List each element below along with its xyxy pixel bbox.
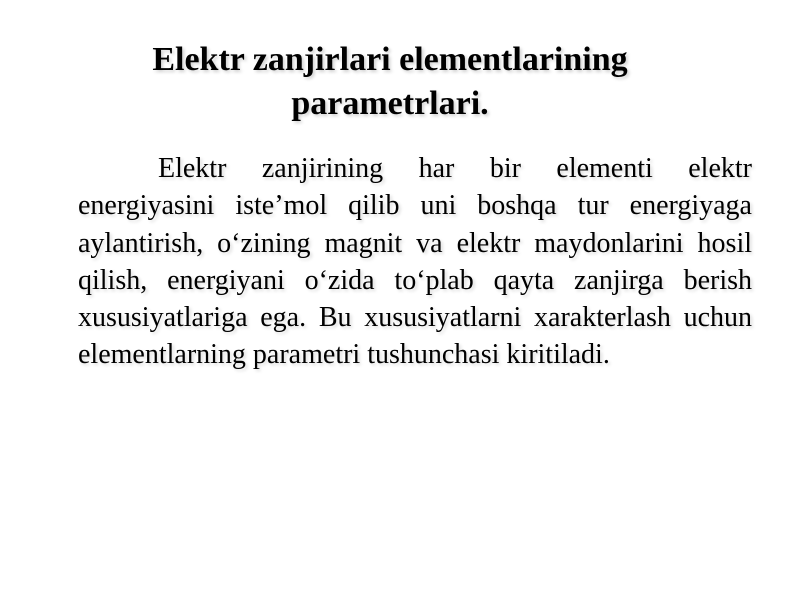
slide-body-paragraph: Elektr zanjirining har bir elementi elektr energiyasini iste’mol qilib uni boshqa tur energiyaga aylantirish, o‘zining magnit va elektr maydonlarini hosil qilish, energiyani o‘zida to‘plab qayta zanjirga berish xususiyatlariga ega. Bu xususiyatlarni xarakterlash uchun elementlarning parametri tushunchasi kiritiladi. [78, 153, 752, 371]
slide-title [60, 38, 720, 126]
slide-title-line-1: Elektr zanjirlari elementlarining [152, 41, 628, 78]
slide-title-line-2: parametrlari. [291, 85, 489, 122]
